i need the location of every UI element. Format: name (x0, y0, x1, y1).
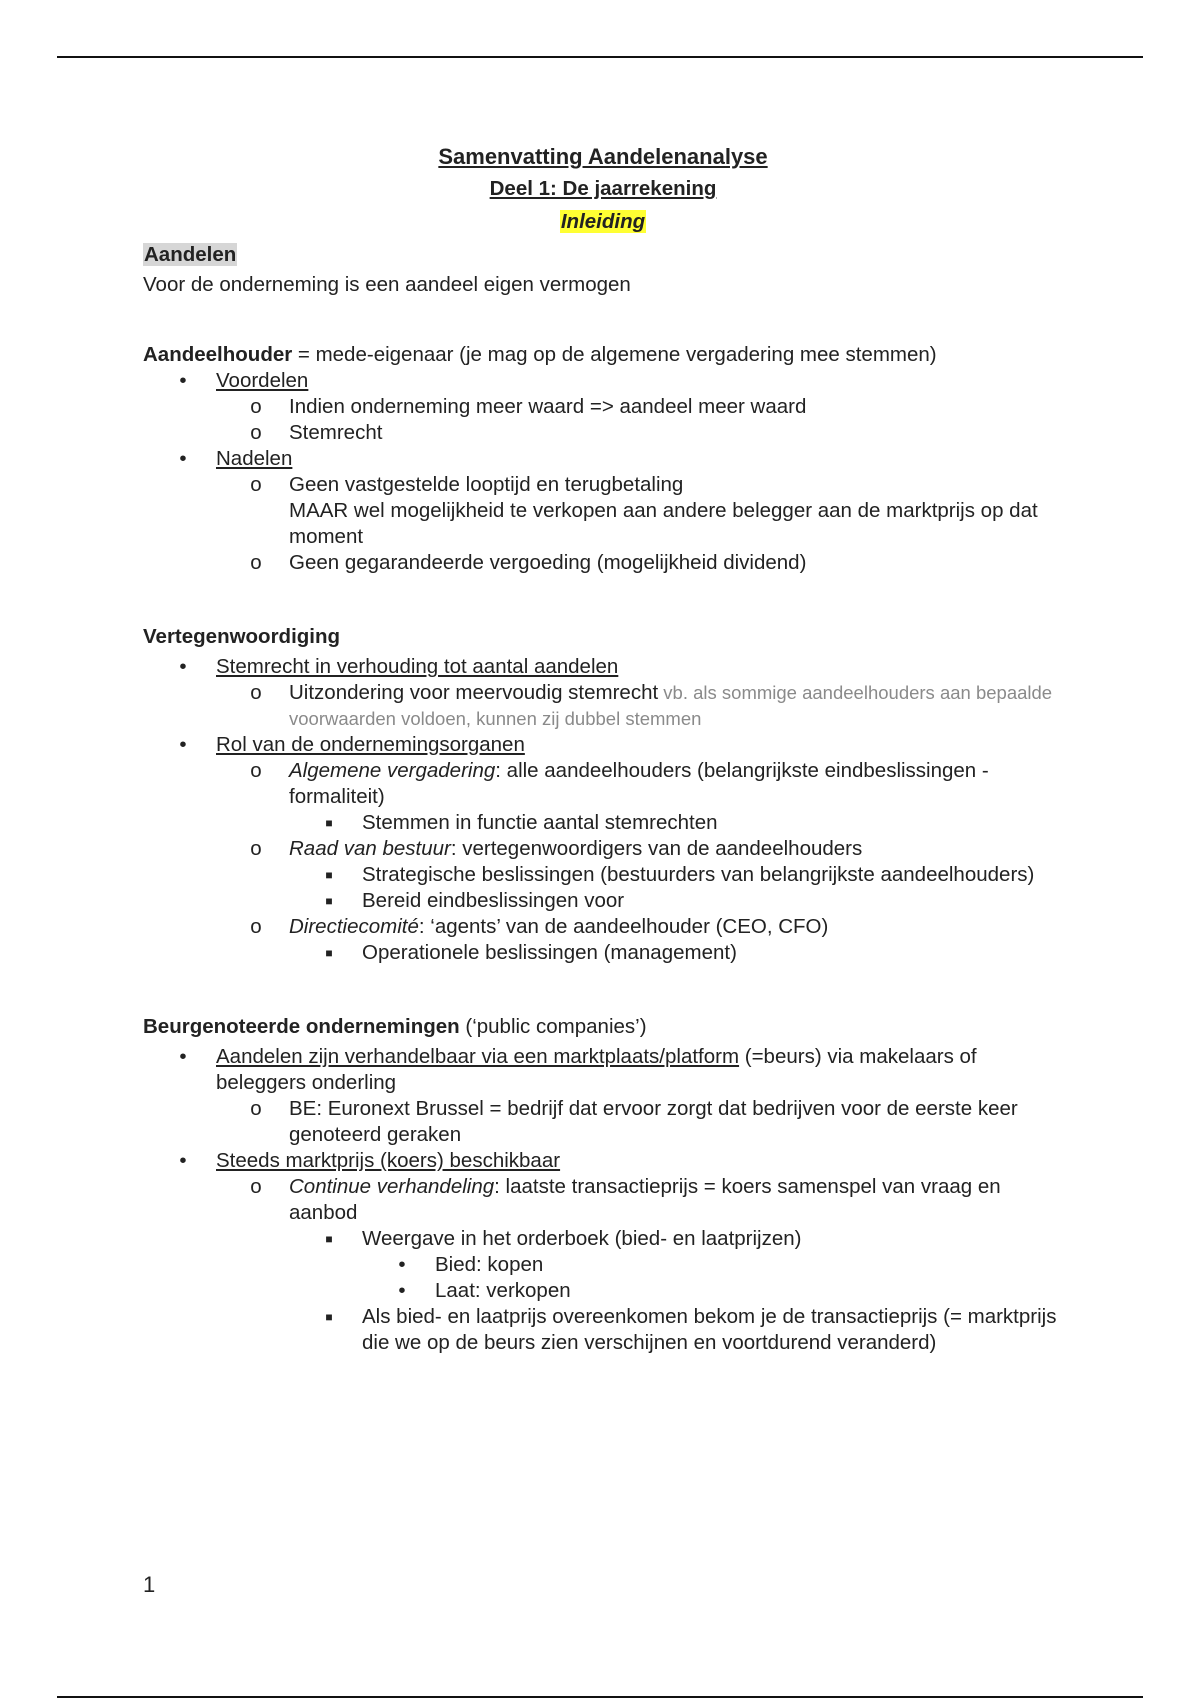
dc-text: : ‘agents’ van de aandeelhouder (CEO, CFO) (418, 915, 829, 938)
list-item-directiecomite (216, 914, 1063, 966)
list-item-algemene-vergadering (216, 758, 1063, 836)
voordeel-1: Indien onderneming meer waard => aandeel meer waard (289, 395, 807, 418)
av-sub: Stemmen in functie aantal stemrechten (362, 811, 718, 834)
bullet-circle-icon: o (250, 759, 262, 782)
list-item-verhandelbaar (143, 1044, 1063, 1148)
bullet-circle-icon: o (250, 1097, 262, 1120)
list-item (216, 680, 1063, 732)
orderboek-text: Weergave in het orderboek (bied- en laatprijzen) (362, 1227, 802, 1250)
footer-rule (57, 1696, 1143, 1698)
aandeelhouder-definition-text: = mede-eigenaar (je mag op de algemene vergadering mee stemmen) (292, 343, 937, 366)
document-title: Samenvatting Aandelenanalyse (438, 144, 768, 169)
list-item-voordelen (143, 368, 1063, 446)
bullet-dot-icon: • (398, 1253, 406, 1276)
bullet-square-icon: ■ (325, 816, 333, 830)
heading-aandelen-line (143, 238, 1063, 272)
list-item-continue-verhandeling (216, 1174, 1063, 1356)
bullet-circle-icon: o (250, 421, 262, 444)
list-item-transactieprijs (289, 1304, 1063, 1356)
bullet-dot-icon: • (179, 447, 187, 470)
document-part-title: Deel 1: De jaarrekening (489, 177, 717, 200)
bullet-circle-icon: o (250, 551, 262, 574)
beurs-item-1-rest: (=beurs) via makelaars of beleggers onderling (216, 1045, 977, 1094)
list-item-rol (143, 732, 1063, 966)
nadeel-2: Geen gegarandeerde vergoeding (mogelijkheid dividend) (289, 551, 807, 574)
laat-text: Laat: verkopen (435, 1279, 571, 1302)
bullet-dot-icon: • (179, 369, 187, 392)
voordeel-2: Stemrecht (289, 421, 383, 444)
aandelen-text: Voor de onderneming is een aandeel eigen vermogen (143, 273, 631, 296)
rvb-text: : vertegenwoordigers van de aandeelhouders (450, 837, 863, 860)
aandeelhouder-definition (143, 342, 1063, 368)
bullet-dot-icon: • (179, 1045, 187, 1068)
list-item-stemrecht (143, 654, 1063, 732)
list-item (289, 862, 1063, 888)
uitzondering-note: vb. als sommige aandeelhouders aan bepaalde voorwaarden voldoen, kunnen zij dubbel stemmen (289, 682, 1053, 729)
bullet-circle-icon: o (250, 837, 262, 860)
page-number: 1 (143, 1572, 156, 1597)
list-item (289, 888, 1063, 914)
beurs-item-1-label: Aandelen zijn verhandelbaar via een marktplaats/platform (216, 1045, 740, 1068)
av-term: Algemene vergadering (289, 759, 496, 782)
list-item (216, 420, 1063, 446)
heading-vertegenwoordiging: Vertegenwoordiging (143, 625, 341, 648)
chapter-title: Inleiding (560, 210, 646, 233)
rvb-term: Raad van bestuur (289, 837, 451, 860)
bullet-circle-icon: o (250, 681, 262, 704)
beurs-heading (143, 1010, 1063, 1044)
cv-term: Continue verhandeling (289, 1175, 495, 1198)
dc-term: Directiecomité (289, 915, 419, 938)
header-rule (57, 56, 1143, 58)
heading-aandelen: Aandelen (144, 243, 237, 266)
beurs-item-2-label: Steeds marktprijs (koers) beschikbaar (216, 1149, 561, 1172)
bullet-square-icon: ■ (325, 1232, 333, 1246)
bullet-circle-icon: o (250, 395, 262, 418)
vertegenwoordiging-list (143, 654, 1063, 966)
list-item-nadelen (143, 446, 1063, 576)
list-item (362, 1252, 1063, 1278)
list-item (216, 1096, 1063, 1148)
dc-sub: Operationele beslissingen (management) (362, 941, 737, 964)
list-item (216, 472, 1063, 550)
list-item (289, 940, 1063, 966)
list-item-orderboek (289, 1226, 1063, 1304)
bullet-square-icon: ■ (325, 946, 333, 960)
bied-text: Bied: kopen (435, 1253, 544, 1276)
list-item (216, 550, 1063, 576)
bullet-dot-icon: • (179, 1149, 187, 1172)
beurs-list (143, 1044, 1063, 1356)
transactieprijs-text: Als bied- en laatprijs overeenkomen bekom je de transactieprijs (= marktprijs die we op de beurs zien verschijnen en voortdurend veranderd) (362, 1305, 1057, 1354)
bullet-square-icon: ■ (325, 1310, 333, 1324)
bullet-circle-icon: o (250, 1175, 262, 1198)
beurs-term: Beurgenoteerde ondernemingen (143, 1015, 460, 1038)
voordelen-label: Voordelen (216, 369, 309, 392)
beurs-item-1-sub: BE: Euronext Brussel = bedrijf dat ervoor zorgt dat bedrijven voor de eerste keer genoteerd geraken (289, 1097, 1018, 1146)
bullet-circle-icon: o (250, 915, 262, 938)
bullet-dot-icon: • (179, 655, 187, 678)
av-text: : alle aandeelhouders (belangrijkste eindbeslissingen - formaliteit) (289, 759, 989, 808)
nadeel-1-line-1: Geen vastgestelde looptijd en terugbetaling (289, 473, 684, 496)
nadeel-1-line-2: MAAR wel mogelijkheid te verkopen aan andere belegger aan de marktprijs op dat moment (289, 499, 1038, 548)
bullet-dot-icon: • (398, 1279, 406, 1302)
rvb-sub-1: Strategische beslissingen (bestuurders van belangrijkste aandeelhouders) (362, 863, 1035, 886)
beurs-subtitle: (‘public companies’) (459, 1015, 647, 1038)
aandeelhouder-term: Aandeelhouder (143, 343, 293, 366)
bullet-square-icon: ■ (325, 868, 333, 882)
rvb-sub-2: Bereid eindbeslissingen voor (362, 889, 625, 912)
chapter-title-line (143, 206, 1063, 238)
list-item (362, 1278, 1063, 1304)
rol-label: Rol van de ondernemingsorganen (216, 733, 525, 756)
list-item-marktprijs (143, 1148, 1063, 1356)
bullet-circle-icon: o (250, 473, 262, 496)
bullet-dot-icon: • (179, 733, 187, 756)
list-item (216, 394, 1063, 420)
cv-text: : laatste transactieprijs = koers samenspel van vraag en aanbod (289, 1175, 1001, 1224)
stemrecht-label: Stemrecht in verhouding tot aantal aandelen (216, 655, 619, 678)
document-body (143, 142, 1063, 1356)
aandeelhouder-list (143, 368, 1063, 576)
bullet-square-icon: ■ (325, 894, 333, 908)
list-item (289, 810, 1063, 836)
list-item-raad-van-bestuur (216, 836, 1063, 914)
uitzondering-text: Uitzondering voor meervoudig stemrecht (289, 681, 659, 704)
nadelen-label: Nadelen (216, 447, 293, 470)
